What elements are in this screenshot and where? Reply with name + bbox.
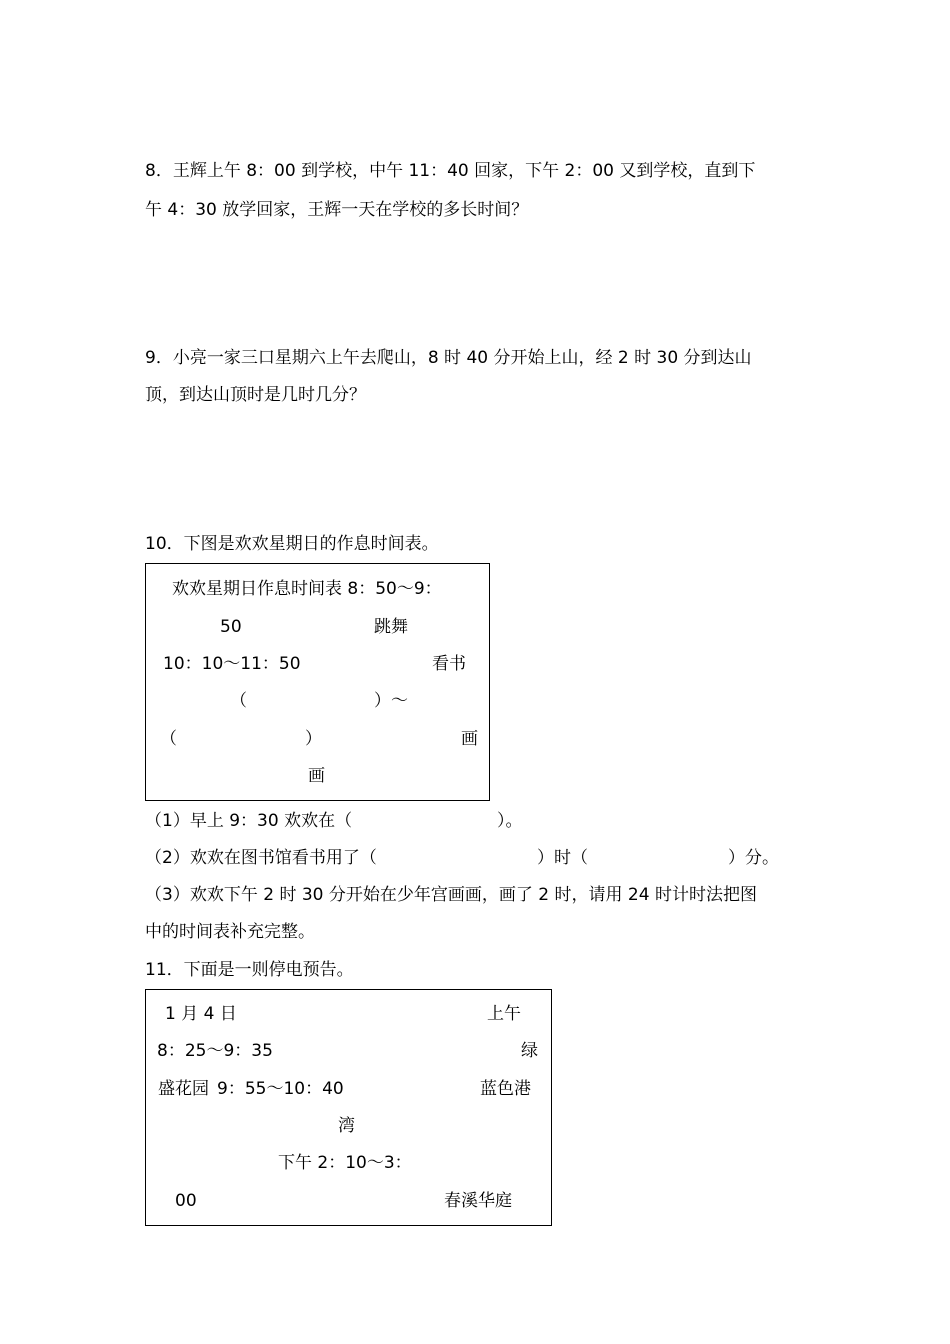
notice-time1: 8：25～9：35 bbox=[157, 1041, 273, 1061]
q10-sub3-line2: 中的时间表补充完整。 bbox=[145, 922, 315, 942]
q9-line1: 9．小亮一家三口星期六上午去爬山，8 时 40 分开始上山，经 2 时 30 分到达山 bbox=[145, 348, 752, 368]
schedule-r4-activity: 画 bbox=[461, 729, 478, 749]
q9-line2: 顶，到达山顶时是几时几分？ bbox=[145, 385, 366, 405]
schedule-r3-blank-close: ）～ bbox=[374, 691, 408, 711]
schedule-r2-time: 10：10～11：50 bbox=[163, 654, 301, 674]
schedule-r3-blank-open: （ bbox=[230, 691, 247, 711]
q10-sub2-b: ）时（ bbox=[537, 848, 588, 868]
schedule-r4-blank-close: ） bbox=[305, 729, 322, 749]
schedule-r5-activity: 画 bbox=[308, 766, 325, 786]
q10-sub2-c: ）分。 bbox=[728, 848, 779, 868]
q10-sub1-a: （1）早上 9：30 欢欢在（ bbox=[145, 811, 353, 831]
schedule-title: 欢欢星期日作息时间表 8：50～9： bbox=[172, 579, 442, 599]
q10-sub3-line1: （3）欢欢下午 2 时 30 分开始在少年宫画画，画了 2 时，请用 24 时计时法把图 bbox=[145, 885, 757, 905]
notice-am: 上午 bbox=[487, 1004, 521, 1024]
q10-intro: 10．下图是欢欢星期日的作息时间表。 bbox=[145, 534, 439, 554]
q8-line1: 8．王辉上午 8：00 到学校，中午 11：40 回家，下午 2：00 又到学校，直到下 bbox=[145, 161, 756, 181]
q10-sub1-b: ）。 bbox=[497, 811, 523, 831]
q10-sub2-a: （2）欢欢在图书馆看书用了（ bbox=[145, 848, 377, 868]
q11-intro: 11．下面是一则停电预告。 bbox=[145, 960, 354, 980]
notice-pm: 下午 2：10～3： bbox=[278, 1153, 412, 1173]
notice-date: 1 月 4 日 bbox=[165, 1004, 237, 1024]
schedule-r1-time: 50 bbox=[220, 617, 242, 637]
schedule-r1-activity: 跳舞 bbox=[374, 617, 408, 637]
notice-place3: 春溪华庭 bbox=[444, 1191, 512, 1211]
notice-place1-rest: 盛花园 bbox=[158, 1079, 209, 1099]
q8-line2: 午 4：30 放学回家，王辉一天在学校的多长时间？ bbox=[145, 200, 529, 220]
notice-place2-rest: 湾 bbox=[338, 1116, 355, 1136]
notice-time3-end: 00 bbox=[175, 1191, 197, 1211]
schedule-r2-activity: 看书 bbox=[432, 654, 466, 674]
notice-place2: 蓝色港 bbox=[480, 1079, 531, 1099]
schedule-r4-blank-open: （ bbox=[160, 729, 177, 749]
notice-place1: 绿 bbox=[521, 1041, 538, 1061]
notice-time2: 9：55～10：40 bbox=[217, 1079, 344, 1099]
